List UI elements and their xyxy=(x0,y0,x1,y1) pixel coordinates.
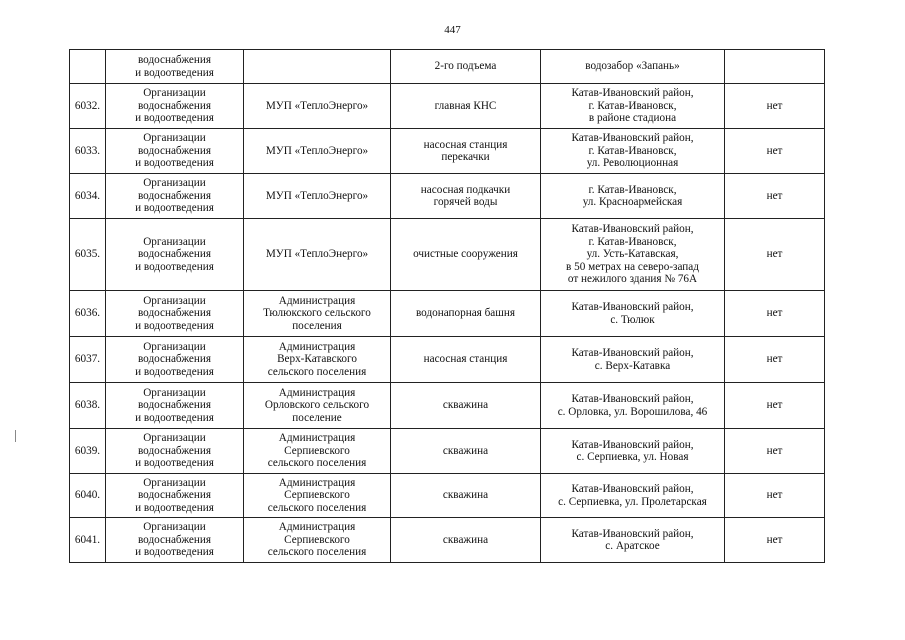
cell-organization-type-line: Организации xyxy=(143,294,206,307)
cell-organization-type-line: водоснабжения xyxy=(137,189,212,202)
cell-operator xyxy=(244,383,391,429)
cell-organization-type-line: и водоотведения xyxy=(135,319,214,332)
cell-object-line: главная КНС xyxy=(434,99,497,112)
cell-object-line: водонапорная башня xyxy=(415,307,516,320)
cell-status: нет xyxy=(725,291,825,337)
cell-organization-type-line: водоснабжения xyxy=(137,307,212,320)
cell-organization-type-line: водоснабжения xyxy=(137,444,212,457)
cell-address-line: с. Серпиевка, ул. Новая xyxy=(576,451,689,463)
cell-operator-line: Орловского сельского xyxy=(264,399,370,412)
cell-organization-type-line: водоснабжения xyxy=(137,54,212,67)
cell-organization-type xyxy=(106,219,244,291)
cell-object xyxy=(391,219,541,291)
cell-address-line: г. Катав-Ивановск, xyxy=(588,144,677,157)
cell-organization-type-line: Организации xyxy=(143,386,206,399)
cell-number xyxy=(70,50,106,84)
cell-address xyxy=(541,50,725,84)
cell-operator-line: поселение xyxy=(292,411,342,424)
cell-address xyxy=(541,174,725,219)
cell-object-line: насосная подкачки xyxy=(420,183,511,196)
page-number: 447 xyxy=(444,24,461,36)
cell-number: 6032. xyxy=(70,84,106,129)
cell-organization-type-line: и водоотведения xyxy=(135,501,214,514)
cell-status: нет xyxy=(725,174,825,219)
cell-operator xyxy=(244,474,391,518)
cell-organization-type-line: и водоотведения xyxy=(135,546,214,559)
cell-organization-type-line: Организации xyxy=(143,87,206,100)
cell-organization-type-line: и водоотведения xyxy=(135,202,214,215)
cell-number: 6036. xyxy=(70,291,106,337)
scan-artifact-mark xyxy=(15,430,16,442)
cell-object-line: 2-го подъема xyxy=(434,60,497,73)
cell-organization-type xyxy=(106,337,244,383)
cell-address-line: Катав-Ивановский район, xyxy=(571,223,694,236)
table-row xyxy=(70,429,825,474)
cell-object xyxy=(391,129,541,174)
cell-organization-type xyxy=(106,383,244,429)
cell-operator xyxy=(244,50,391,84)
cell-address-line: с. Аратское xyxy=(605,540,660,552)
cell-address-line: водозабор «Запань» xyxy=(585,60,680,73)
cell-address-line: Катав-Ивановский район, xyxy=(571,87,694,100)
cell-object xyxy=(391,50,541,84)
cell-operator xyxy=(244,337,391,383)
table-row xyxy=(70,129,825,174)
cell-organization-type-line: водоснабжения xyxy=(137,533,212,546)
cell-address xyxy=(541,474,725,518)
cell-number: 6040. xyxy=(70,474,106,518)
cell-number: 6041. xyxy=(70,518,106,563)
cell-organization-type-line: и водоотведения xyxy=(135,66,214,79)
cell-operator xyxy=(244,429,391,474)
cell-organization-type-line: водоснабжения xyxy=(137,248,212,261)
cell-address-line: Катав-Ивановский район, xyxy=(571,347,694,360)
cell-operator-line: МУП «ТеплоЭнерго» xyxy=(265,99,369,112)
cell-object-line: насосная станция xyxy=(423,138,508,151)
cell-operator xyxy=(244,219,391,291)
cell-status: нет xyxy=(725,84,825,129)
cell-address xyxy=(541,84,725,129)
cell-operator-line: Тюлюкского сельского xyxy=(263,307,371,320)
cell-address-line: Катав-Ивановский район, xyxy=(571,438,694,451)
cell-operator-line: Администрация xyxy=(278,340,356,353)
cell-object xyxy=(391,474,541,518)
table-row xyxy=(70,383,825,429)
cell-object-line: скважина xyxy=(442,399,489,412)
cell-organization-type-line: и водоотведения xyxy=(135,157,214,170)
cell-organization-type-line: и водоотведения xyxy=(135,365,214,378)
cell-organization-type-line: и водоотведения xyxy=(135,112,214,125)
cell-operator-line: Администрация xyxy=(278,432,356,445)
cell-organization-type-line: водоснабжения xyxy=(137,144,212,157)
cell-operator-line: сельского поселения xyxy=(267,365,367,378)
cell-operator-line: Администрация xyxy=(278,386,356,399)
cell-operator-line: Серпиевского xyxy=(284,489,350,502)
cell-organization-type-line: водоснабжения xyxy=(137,99,212,112)
table-row xyxy=(70,174,825,219)
cell-object-line: очистные сооружения xyxy=(413,248,518,261)
cell-object xyxy=(391,383,541,429)
cell-object xyxy=(391,337,541,383)
cell-address xyxy=(541,219,725,291)
cell-address xyxy=(541,291,725,337)
cell-operator-line: Верх-Катавского xyxy=(277,353,357,366)
table-row xyxy=(70,219,825,291)
cell-object-line: насосная станция xyxy=(423,353,508,366)
cell-address-line: г. Катав-Ивановск, xyxy=(588,235,677,248)
cell-address-line: с. Верх-Катавка xyxy=(594,359,671,372)
cell-address-line: Катав-Ивановский район, xyxy=(571,483,694,496)
cell-status: нет xyxy=(725,429,825,474)
cell-organization-type xyxy=(106,174,244,219)
cell-status: нет xyxy=(725,337,825,383)
cell-address-line: Катав-Ивановский район, xyxy=(571,527,694,540)
cell-object-line: скважина xyxy=(442,444,489,457)
registry-table xyxy=(69,49,825,563)
cell-object-line: скважина xyxy=(442,533,489,546)
cell-status: нет xyxy=(725,474,825,518)
cell-operator xyxy=(244,129,391,174)
cell-operator-line: сельского поселения xyxy=(267,457,367,470)
cell-address xyxy=(541,429,725,474)
cell-operator xyxy=(244,518,391,563)
cell-address-line: с. Серпиевка, ул. Пролетарская xyxy=(558,495,707,508)
cell-organization-type xyxy=(106,129,244,174)
cell-organization-type-line: и водоотведения xyxy=(135,457,214,470)
cell-organization-type-line: Организации xyxy=(143,521,206,534)
cell-operator-line: сельского поселения xyxy=(267,501,367,514)
cell-organization-type-line: Организации xyxy=(143,432,206,445)
cell-object-line: скважина xyxy=(442,489,489,502)
cell-organization-type-line: и водоотведения xyxy=(135,411,214,424)
cell-operator-line: сельского поселения xyxy=(267,546,367,559)
table-row xyxy=(70,337,825,383)
cell-operator xyxy=(244,174,391,219)
cell-operator-line: Администрация xyxy=(278,294,356,307)
cell-organization-type-line: Организации xyxy=(143,177,206,190)
cell-operator-line: МУП «ТеплоЭнерго» xyxy=(265,144,369,157)
cell-object-line: перекачки xyxy=(441,151,490,163)
cell-organization-type-line: Организации xyxy=(143,476,206,489)
table-row xyxy=(70,518,825,563)
cell-organization-type xyxy=(106,429,244,474)
registry-table-body xyxy=(70,50,825,563)
cell-number: 6033. xyxy=(70,129,106,174)
cell-organization-type-line: и водоотведения xyxy=(135,260,214,273)
cell-operator-line: МУП «ТеплоЭнерго» xyxy=(265,248,369,261)
cell-organization-type-line: водоснабжения xyxy=(137,399,212,412)
cell-address xyxy=(541,518,725,563)
cell-organization-type xyxy=(106,474,244,518)
cell-status: нет xyxy=(725,129,825,174)
cell-object xyxy=(391,518,541,563)
cell-operator-line: Администрация xyxy=(278,521,356,534)
cell-organization-type xyxy=(106,518,244,563)
table-row xyxy=(70,474,825,518)
cell-address-line: ул. Революционная xyxy=(586,157,679,170)
cell-address xyxy=(541,383,725,429)
cell-address-line: Катав-Ивановский район, xyxy=(571,132,694,145)
cell-address xyxy=(541,129,725,174)
cell-object-line: горячей воды xyxy=(433,196,498,208)
cell-operator-line: Администрация xyxy=(278,476,356,489)
cell-number: 6037. xyxy=(70,337,106,383)
cell-operator-line: Серпиевского xyxy=(284,533,350,546)
cell-address-line: г. Катав-Ивановск, xyxy=(588,99,677,112)
cell-object xyxy=(391,429,541,474)
cell-status: нет xyxy=(725,383,825,429)
cell-object xyxy=(391,174,541,219)
cell-operator-line: поселения xyxy=(292,319,342,332)
cell-organization-type-line: водоснабжения xyxy=(137,489,212,502)
cell-operator xyxy=(244,291,391,337)
cell-operator-line: Серпиевского xyxy=(284,444,350,457)
cell-number: 6039. xyxy=(70,429,106,474)
table-row xyxy=(70,291,825,337)
cell-number: 6038. xyxy=(70,383,106,429)
cell-organization-type xyxy=(106,291,244,337)
cell-address-line: ул. Красноармейская xyxy=(582,196,683,208)
cell-status: нет xyxy=(725,219,825,291)
cell-address-line: от нежилого здания № 76А xyxy=(567,273,698,286)
cell-address-line: с. Орловка, ул. Ворошилова, 46 xyxy=(557,405,708,418)
cell-address-line: г. Катав-Ивановск, xyxy=(588,183,677,196)
cell-address-line: Катав-Ивановский район, xyxy=(571,393,694,406)
cell-number: 6035. xyxy=(70,219,106,291)
cell-organization-type xyxy=(106,84,244,129)
cell-operator-line: МУП «ТеплоЭнерго» xyxy=(265,189,369,202)
cell-object xyxy=(391,84,541,129)
cell-address-line: с. Тюлюк xyxy=(610,313,655,326)
cell-address-line: в районе стадиона xyxy=(588,112,677,125)
cell-status xyxy=(725,50,825,84)
table-row xyxy=(70,84,825,129)
cell-number: 6034. xyxy=(70,174,106,219)
cell-address-line: ул. Усть-Катавская, xyxy=(586,248,679,261)
cell-organization-type-line: Организации xyxy=(143,132,206,145)
cell-status: нет xyxy=(725,518,825,563)
cell-organization-type-line: водоснабжения xyxy=(137,353,212,366)
cell-address xyxy=(541,337,725,383)
cell-address-line: Катав-Ивановский район, xyxy=(571,301,694,314)
cell-organization-type-line: Организации xyxy=(143,235,206,248)
cell-object xyxy=(391,291,541,337)
cell-address-line: в 50 метрах на северо-запад xyxy=(566,260,699,273)
cell-organization-type-line: Организации xyxy=(143,340,206,353)
table-row xyxy=(70,50,825,84)
cell-organization-type xyxy=(106,50,244,84)
cell-operator xyxy=(244,84,391,129)
